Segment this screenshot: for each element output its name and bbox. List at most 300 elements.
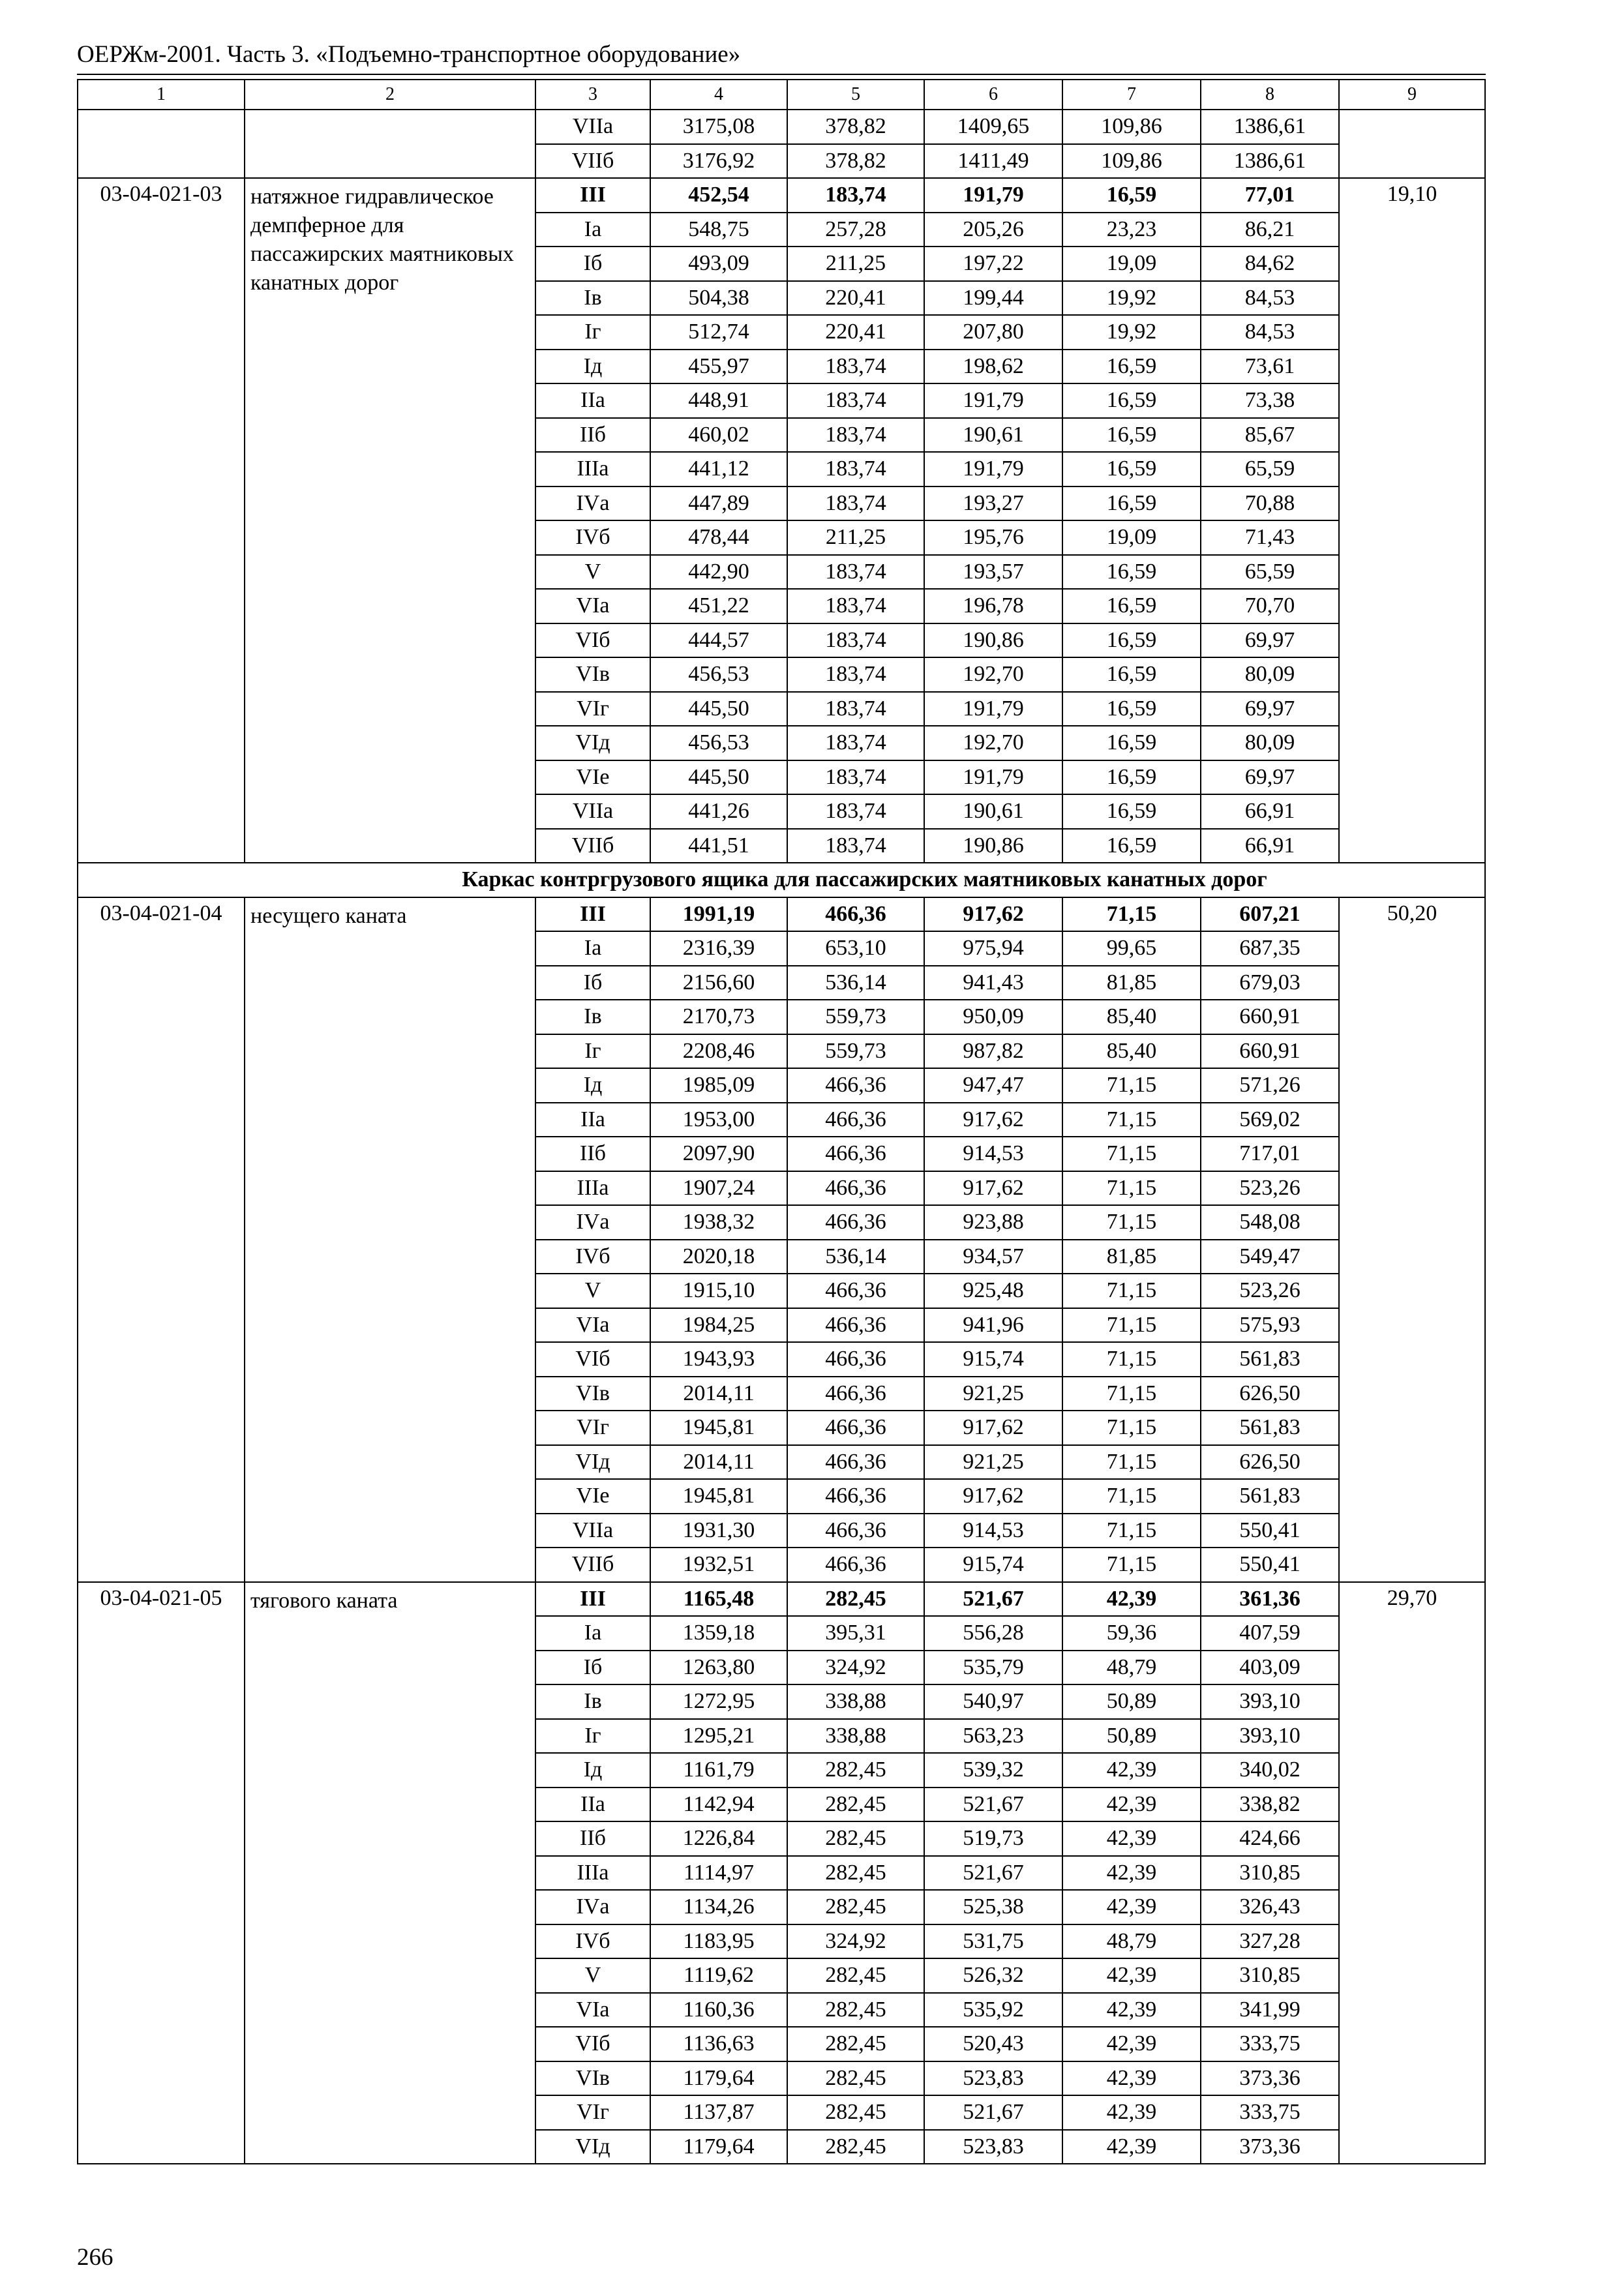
- price-zone: VIIа: [535, 1514, 650, 1548]
- value-cell: 71,15: [1062, 1103, 1201, 1137]
- value-cell: 407,59: [1201, 1616, 1339, 1651]
- item-coefficient-empty: [1339, 110, 1485, 178]
- value-cell: 211,25: [787, 247, 924, 281]
- value-cell: 549,47: [1201, 1240, 1339, 1274]
- value-cell: 531,75: [924, 1924, 1062, 1959]
- value-cell: 626,50: [1201, 1377, 1339, 1411]
- value-cell: 571,26: [1201, 1068, 1339, 1103]
- value-cell: 341,99: [1201, 1993, 1339, 2027]
- value-cell: 73,38: [1201, 383, 1339, 418]
- value-cell: 71,15: [1062, 1548, 1201, 1582]
- value-cell: 42,39: [1062, 1582, 1201, 1617]
- value-cell: 84,53: [1201, 315, 1339, 350]
- column-number: 4: [650, 80, 787, 110]
- value-cell: 198,62: [924, 350, 1062, 384]
- table-row: [78, 897, 1485, 932]
- value-cell: 925,48: [924, 1274, 1062, 1308]
- value-cell: 338,88: [787, 1719, 924, 1754]
- value-cell: 333,75: [1201, 2095, 1339, 2130]
- value-cell: 42,39: [1062, 1856, 1201, 1891]
- value-cell: 71,15: [1062, 1308, 1201, 1343]
- value-cell: 282,45: [787, 1856, 924, 1891]
- value-cell: 71,15: [1062, 1411, 1201, 1445]
- value-cell: 50,89: [1062, 1684, 1201, 1719]
- value-cell: 575,93: [1201, 1308, 1339, 1343]
- price-zone: IVа: [535, 1205, 650, 1240]
- column-number: 7: [1062, 80, 1201, 110]
- value-cell: 1142,94: [650, 1788, 787, 1822]
- value-cell: 16,59: [1062, 829, 1201, 863]
- value-cell: 42,39: [1062, 2061, 1201, 2096]
- value-cell: 917,62: [924, 1411, 1062, 1445]
- price-zone: Iв: [535, 1000, 650, 1034]
- value-cell: 466,36: [787, 1514, 924, 1548]
- value-cell: 109,86: [1062, 110, 1201, 144]
- value-cell: 85,67: [1201, 418, 1339, 453]
- value-cell: 561,83: [1201, 1342, 1339, 1377]
- value-cell: 559,73: [787, 1000, 924, 1034]
- price-zone: Iа: [535, 931, 650, 966]
- value-cell: 282,45: [787, 1788, 924, 1822]
- section-title: Каркас контргрузового ящика для пассажирских маятниковых канатных дорог: [245, 863, 1485, 897]
- value-cell: 340,02: [1201, 1753, 1339, 1788]
- value-cell: 378,82: [787, 110, 924, 144]
- value-cell: 519,73: [924, 1821, 1062, 1856]
- table-row: [78, 110, 1485, 144]
- price-zone: VIIб: [535, 1548, 650, 1582]
- value-cell: 85,40: [1062, 1034, 1201, 1069]
- value-cell: 1945,81: [650, 1479, 787, 1514]
- price-zone: V: [535, 1274, 650, 1308]
- value-cell: 191,79: [924, 760, 1062, 795]
- value-cell: 71,15: [1062, 1171, 1201, 1206]
- item-code: 03-04-021-03: [78, 178, 245, 863]
- item-name: несущего каната: [245, 897, 535, 1582]
- value-cell: 16,59: [1062, 555, 1201, 590]
- value-cell: 183,74: [787, 726, 924, 760]
- value-cell: 941,96: [924, 1308, 1062, 1343]
- value-cell: 220,41: [787, 315, 924, 350]
- value-cell: 282,45: [787, 1993, 924, 2027]
- value-cell: 183,74: [787, 555, 924, 590]
- price-table-body: [78, 80, 1485, 2164]
- value-cell: 441,26: [650, 794, 787, 829]
- price-zone: Iд: [535, 350, 650, 384]
- value-cell: 559,73: [787, 1034, 924, 1069]
- value-cell: 326,43: [1201, 1890, 1339, 1924]
- value-cell: 373,36: [1201, 2130, 1339, 2164]
- value-cell: 1386,61: [1201, 144, 1339, 179]
- value-cell: 71,15: [1062, 1377, 1201, 1411]
- price-zone: VIв: [535, 657, 650, 692]
- value-cell: 42,39: [1062, 1821, 1201, 1856]
- value-cell: 16,59: [1062, 418, 1201, 453]
- value-cell: 393,10: [1201, 1684, 1339, 1719]
- value-cell: 183,74: [787, 760, 924, 795]
- value-cell: 282,45: [787, 1890, 924, 1924]
- value-cell: 424,66: [1201, 1821, 1339, 1856]
- value-cell: 660,91: [1201, 1034, 1339, 1069]
- price-zone: VIг: [535, 692, 650, 726]
- value-cell: 81,85: [1062, 966, 1201, 1000]
- value-cell: 66,91: [1201, 829, 1339, 863]
- value-cell: 561,83: [1201, 1411, 1339, 1445]
- value-cell: 1945,81: [650, 1411, 787, 1445]
- price-zone: VIг: [535, 1411, 650, 1445]
- value-cell: 193,27: [924, 486, 1062, 521]
- value-cell: 535,79: [924, 1651, 1062, 1685]
- value-cell: 556,28: [924, 1616, 1062, 1651]
- value-cell: 19,09: [1062, 520, 1201, 555]
- value-cell: 1183,95: [650, 1924, 787, 1959]
- value-cell: 679,03: [1201, 966, 1339, 1000]
- value-cell: 540,97: [924, 1684, 1062, 1719]
- value-cell: 42,39: [1062, 2095, 1201, 2130]
- value-cell: 1226,84: [650, 1821, 787, 1856]
- price-zone: IVб: [535, 520, 650, 555]
- value-cell: 523,83: [924, 2130, 1062, 2164]
- value-cell: 81,85: [1062, 1240, 1201, 1274]
- value-cell: 395,31: [787, 1616, 924, 1651]
- value-cell: 71,15: [1062, 1068, 1201, 1103]
- value-cell: 282,45: [787, 2061, 924, 2096]
- item-code: 03-04-021-05: [78, 1582, 245, 2164]
- price-zone: IIIа: [535, 1856, 650, 1891]
- value-cell: 1119,62: [650, 1958, 787, 1993]
- value-cell: 1359,18: [650, 1616, 787, 1651]
- value-cell: 466,36: [787, 1479, 924, 1514]
- item-name-empty: [245, 110, 535, 178]
- value-cell: 1160,36: [650, 1993, 787, 2027]
- value-cell: 525,38: [924, 1890, 1062, 1924]
- value-cell: 48,79: [1062, 1924, 1201, 1959]
- value-cell: 338,88: [787, 1684, 924, 1719]
- value-cell: 333,75: [1201, 2027, 1339, 2061]
- value-cell: 71,15: [1062, 1137, 1201, 1171]
- value-cell: 466,36: [787, 1308, 924, 1343]
- value-cell: 71,43: [1201, 520, 1339, 555]
- value-cell: 42,39: [1062, 1788, 1201, 1822]
- price-zone: VIе: [535, 760, 650, 795]
- price-zone: VIIб: [535, 144, 650, 179]
- price-zone: Iг: [535, 1719, 650, 1754]
- table-row: [78, 178, 1485, 213]
- value-cell: 451,22: [650, 589, 787, 623]
- value-cell: 653,10: [787, 931, 924, 966]
- price-zone: Iг: [535, 1034, 650, 1069]
- value-cell: 466,36: [787, 1274, 924, 1308]
- value-cell: 550,41: [1201, 1548, 1339, 1582]
- price-zone: VIг: [535, 2095, 650, 2130]
- item-coefficient: 19,10: [1339, 178, 1485, 863]
- column-number: 2: [245, 80, 535, 110]
- value-cell: 183,74: [787, 418, 924, 453]
- value-cell: 917,62: [924, 1479, 1062, 1514]
- price-table: [77, 79, 1486, 2164]
- value-cell: 466,36: [787, 1342, 924, 1377]
- value-cell: 444,57: [650, 623, 787, 658]
- value-cell: 915,74: [924, 1342, 1062, 1377]
- value-cell: 1114,97: [650, 1856, 787, 1891]
- value-cell: 207,80: [924, 315, 1062, 350]
- value-cell: 1943,93: [650, 1342, 787, 1377]
- value-cell: 1263,80: [650, 1651, 787, 1685]
- value-cell: 42,39: [1062, 2130, 1201, 2164]
- value-cell: 16,59: [1062, 486, 1201, 521]
- value-cell: 521,67: [924, 1582, 1062, 1617]
- value-cell: 466,36: [787, 1548, 924, 1582]
- value-cell: 16,59: [1062, 657, 1201, 692]
- column-number: 3: [535, 80, 650, 110]
- value-cell: 1953,00: [650, 1103, 787, 1137]
- value-cell: 1915,10: [650, 1274, 787, 1308]
- section-stub: [78, 863, 245, 897]
- value-cell: 282,45: [787, 1958, 924, 1993]
- value-cell: 569,02: [1201, 1103, 1339, 1137]
- value-cell: 923,88: [924, 1205, 1062, 1240]
- value-cell: 59,36: [1062, 1616, 1201, 1651]
- value-cell: 71,15: [1062, 1274, 1201, 1308]
- value-cell: 191,79: [924, 692, 1062, 726]
- value-cell: 16,59: [1062, 623, 1201, 658]
- value-cell: 193,57: [924, 555, 1062, 590]
- price-zone: Iб: [535, 1651, 650, 1685]
- item-coefficient: 50,20: [1339, 897, 1485, 1582]
- value-cell: 687,35: [1201, 931, 1339, 966]
- value-cell: 282,45: [787, 1821, 924, 1856]
- value-cell: 196,78: [924, 589, 1062, 623]
- value-cell: 80,09: [1201, 657, 1339, 692]
- price-zone: IVб: [535, 1240, 650, 1274]
- column-number: 1: [78, 80, 245, 110]
- value-cell: 16,59: [1062, 692, 1201, 726]
- value-cell: 109,86: [1062, 144, 1201, 179]
- value-cell: 69,97: [1201, 760, 1339, 795]
- value-cell: 86,21: [1201, 213, 1339, 247]
- value-cell: 324,92: [787, 1924, 924, 1959]
- value-cell: 42,39: [1062, 1958, 1201, 1993]
- value-cell: 466,36: [787, 1068, 924, 1103]
- value-cell: 1984,25: [650, 1308, 787, 1343]
- price-zone: VIа: [535, 589, 650, 623]
- value-cell: 520,43: [924, 2027, 1062, 2061]
- value-cell: 183,74: [787, 794, 924, 829]
- value-cell: 73,61: [1201, 350, 1339, 384]
- value-cell: 70,88: [1201, 486, 1339, 521]
- value-cell: 191,79: [924, 383, 1062, 418]
- value-cell: 914,53: [924, 1514, 1062, 1548]
- price-zone: IIа: [535, 383, 650, 418]
- value-cell: 191,79: [924, 452, 1062, 486]
- value-cell: 445,50: [650, 760, 787, 795]
- value-cell: 521,67: [924, 1856, 1062, 1891]
- value-cell: 1179,64: [650, 2130, 787, 2164]
- value-cell: 65,59: [1201, 555, 1339, 590]
- value-cell: 393,10: [1201, 1719, 1339, 1754]
- value-cell: 2014,11: [650, 1377, 787, 1411]
- value-cell: 327,28: [1201, 1924, 1339, 1959]
- value-cell: 466,36: [787, 897, 924, 932]
- value-cell: 16,59: [1062, 726, 1201, 760]
- value-cell: 197,22: [924, 247, 1062, 281]
- price-zone: VIд: [535, 726, 650, 760]
- value-cell: 69,97: [1201, 692, 1339, 726]
- value-cell: 282,45: [787, 1582, 924, 1617]
- value-cell: 456,53: [650, 657, 787, 692]
- price-zone: III: [535, 897, 650, 932]
- value-cell: 917,62: [924, 1171, 1062, 1206]
- price-zone: VIв: [535, 2061, 650, 2096]
- price-zone: VIб: [535, 1342, 650, 1377]
- price-zone: V: [535, 1958, 650, 1993]
- value-cell: 1134,26: [650, 1890, 787, 1924]
- value-cell: 947,47: [924, 1068, 1062, 1103]
- value-cell: 42,39: [1062, 2027, 1201, 2061]
- price-zone: VIд: [535, 2130, 650, 2164]
- value-cell: 16,59: [1062, 794, 1201, 829]
- price-zone: IIIа: [535, 1171, 650, 1206]
- value-cell: 84,53: [1201, 281, 1339, 316]
- value-cell: 66,91: [1201, 794, 1339, 829]
- value-cell: 526,32: [924, 1958, 1062, 1993]
- running-head: ОЕРЖм-2001. Часть 3. «Подъемно-транспортное оборудование»: [77, 41, 741, 68]
- value-cell: 71,15: [1062, 1342, 1201, 1377]
- value-cell: 42,39: [1062, 1890, 1201, 1924]
- price-zone: VIе: [535, 1479, 650, 1514]
- value-cell: 211,25: [787, 520, 924, 555]
- value-cell: 941,43: [924, 966, 1062, 1000]
- column-number: 5: [787, 80, 924, 110]
- value-cell: 183,74: [787, 452, 924, 486]
- value-cell: 195,76: [924, 520, 1062, 555]
- column-numbers-row: [78, 80, 1485, 110]
- price-zone: IIа: [535, 1103, 650, 1137]
- value-cell: 19,92: [1062, 281, 1201, 316]
- value-cell: 220,41: [787, 281, 924, 316]
- price-zone: VIа: [535, 1308, 650, 1343]
- value-cell: 456,53: [650, 726, 787, 760]
- value-cell: 65,59: [1201, 452, 1339, 486]
- value-cell: 466,36: [787, 1137, 924, 1171]
- value-cell: 466,36: [787, 1411, 924, 1445]
- value-cell: 183,74: [787, 486, 924, 521]
- value-cell: 183,74: [787, 350, 924, 384]
- value-cell: 1161,79: [650, 1753, 787, 1788]
- value-cell: 373,36: [1201, 2061, 1339, 2096]
- value-cell: 3175,08: [650, 110, 787, 144]
- value-cell: 183,74: [787, 829, 924, 863]
- value-cell: 2156,60: [650, 966, 787, 1000]
- value-cell: 512,74: [650, 315, 787, 350]
- value-cell: 455,97: [650, 350, 787, 384]
- value-cell: 1931,30: [650, 1514, 787, 1548]
- column-number: 8: [1201, 80, 1339, 110]
- column-number: 6: [924, 80, 1062, 110]
- value-cell: 3176,92: [650, 144, 787, 179]
- price-zone: VIб: [535, 2027, 650, 2061]
- value-cell: 84,62: [1201, 247, 1339, 281]
- value-cell: 16,59: [1062, 760, 1201, 795]
- value-cell: 71,15: [1062, 1514, 1201, 1548]
- value-cell: 310,85: [1201, 1856, 1339, 1891]
- value-cell: 1411,49: [924, 144, 1062, 179]
- value-cell: 523,26: [1201, 1171, 1339, 1206]
- value-cell: 934,57: [924, 1240, 1062, 1274]
- section-row: [78, 863, 1485, 897]
- value-cell: 987,82: [924, 1034, 1062, 1069]
- value-cell: 192,70: [924, 657, 1062, 692]
- price-zone: IIб: [535, 418, 650, 453]
- column-number: 9: [1339, 80, 1485, 110]
- value-cell: 548,75: [650, 213, 787, 247]
- value-cell: 1938,32: [650, 1205, 787, 1240]
- price-zone: Iв: [535, 1684, 650, 1719]
- price-zone: IIа: [535, 1788, 650, 1822]
- value-cell: 452,54: [650, 178, 787, 213]
- value-cell: 626,50: [1201, 1445, 1339, 1480]
- value-cell: 69,97: [1201, 623, 1339, 658]
- price-zone: Iб: [535, 966, 650, 1000]
- value-cell: 19,09: [1062, 247, 1201, 281]
- value-cell: 1295,21: [650, 1719, 787, 1754]
- value-cell: 183,74: [787, 657, 924, 692]
- value-cell: 2208,46: [650, 1034, 787, 1069]
- price-zone: IIIа: [535, 452, 650, 486]
- value-cell: 190,61: [924, 418, 1062, 453]
- value-cell: 1386,61: [1201, 110, 1339, 144]
- value-cell: 42,39: [1062, 1993, 1201, 2027]
- price-zone: VIв: [535, 1377, 650, 1411]
- value-cell: 71,15: [1062, 1479, 1201, 1514]
- price-zone: III: [535, 1582, 650, 1617]
- value-cell: 550,41: [1201, 1514, 1339, 1548]
- price-zone: VIIа: [535, 794, 650, 829]
- value-cell: 1907,24: [650, 1171, 787, 1206]
- value-cell: 917,62: [924, 1103, 1062, 1137]
- value-cell: 535,92: [924, 1993, 1062, 2027]
- value-cell: 1179,64: [650, 2061, 787, 2096]
- value-cell: 1165,48: [650, 1582, 787, 1617]
- value-cell: 70,70: [1201, 589, 1339, 623]
- value-cell: 16,59: [1062, 452, 1201, 486]
- value-cell: 441,12: [650, 452, 787, 486]
- value-cell: 1991,19: [650, 897, 787, 932]
- value-cell: 183,74: [787, 692, 924, 726]
- price-zone: Iд: [535, 1068, 650, 1103]
- value-cell: 460,02: [650, 418, 787, 453]
- value-cell: 16,59: [1062, 589, 1201, 623]
- table-row: [78, 1582, 1485, 1617]
- value-cell: 523,26: [1201, 1274, 1339, 1308]
- value-cell: 183,74: [787, 589, 924, 623]
- value-cell: 1272,95: [650, 1684, 787, 1719]
- value-cell: 99,65: [1062, 931, 1201, 966]
- item-code-empty: [78, 110, 245, 178]
- price-zone: VIб: [535, 623, 650, 658]
- value-cell: 2170,73: [650, 1000, 787, 1034]
- price-zone: Iд: [535, 1753, 650, 1788]
- item-coefficient: 29,70: [1339, 1582, 1485, 2164]
- value-cell: 199,44: [924, 281, 1062, 316]
- value-cell: 466,36: [787, 1103, 924, 1137]
- value-cell: 2020,18: [650, 1240, 787, 1274]
- value-cell: 466,36: [787, 1205, 924, 1240]
- price-zone: V: [535, 555, 650, 590]
- item-name: тягового каната: [245, 1582, 535, 2164]
- value-cell: 361,36: [1201, 1582, 1339, 1617]
- value-cell: 183,74: [787, 178, 924, 213]
- value-cell: 205,26: [924, 213, 1062, 247]
